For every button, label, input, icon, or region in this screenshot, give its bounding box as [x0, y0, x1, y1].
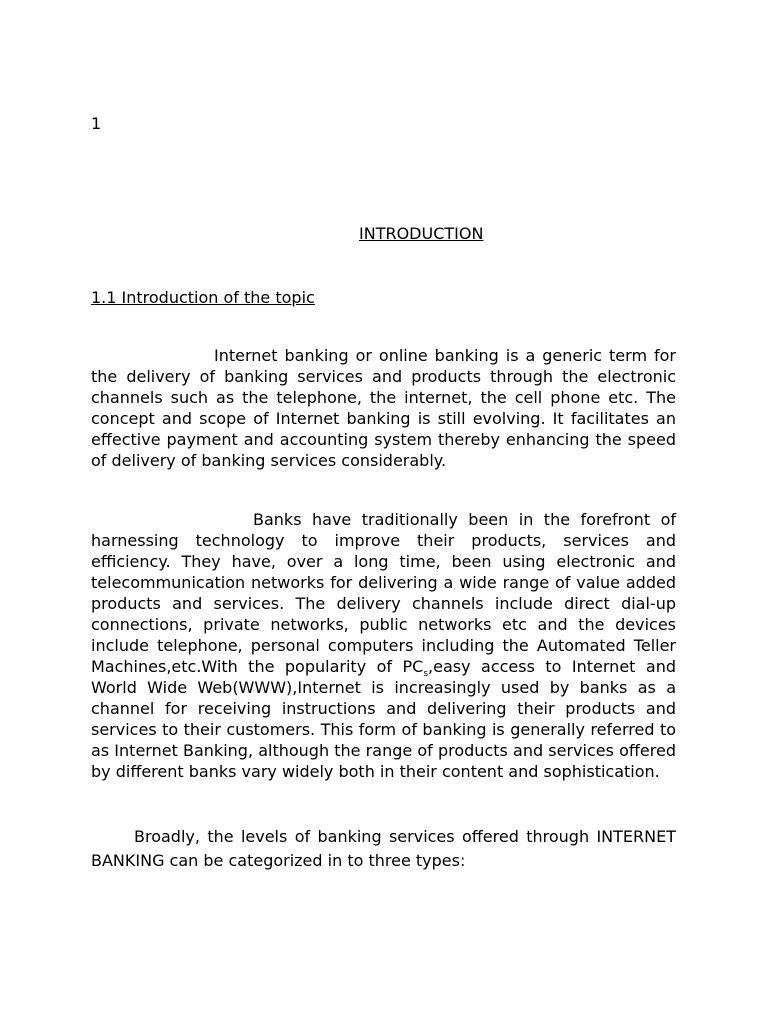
chapter-title: INTRODUCTION: [359, 224, 484, 243]
paragraph-2-text-part-2: ,easy access to Internet and World Wide Web(WWW),Internet is increasingly used by banks as a channel for receiving instructions and delivering their products and services to their customers. This form of banking is generally referred to as Internet Banking, although the range of products and services offered by different banks vary widely both in their content and sophistication.: [91, 657, 676, 781]
paragraph-3: Broadly, the levels of banking services offered through INTERNET BANKING can be categorized in to three types:: [91, 827, 676, 870]
paragraph-2-subscript: s: [423, 669, 429, 680]
paragraph-2: [91, 509, 676, 782]
paragraph-1: Internet banking or online banking is a generic term for the delivery of banking services and products through the electronic channels such as the telephone, the internet, the cell phone etc. The concept and scope of Internet banking is still evolving. It facilitates an effective payment and accounting system thereby enhancing the speed of delivery of banking services considerably.: [91, 346, 676, 470]
paragraph-2-text-part-1: Banks have traditionally been in the forefront of harnessing technology to improve their products, services and efficiency. They have, over a long time, been using electronic and telecommunication networks for delivering a wide range of value added products and services. The delivery channels include direct dial-up connections, private networks, public networks etc and the devices include telephone, personal computers including the Automated Teller Machines,etc.With the popularity of PC: [91, 510, 676, 676]
section-heading: 1.1 Introduction of the topic: [91, 288, 315, 307]
page-number: 1: [91, 114, 102, 133]
